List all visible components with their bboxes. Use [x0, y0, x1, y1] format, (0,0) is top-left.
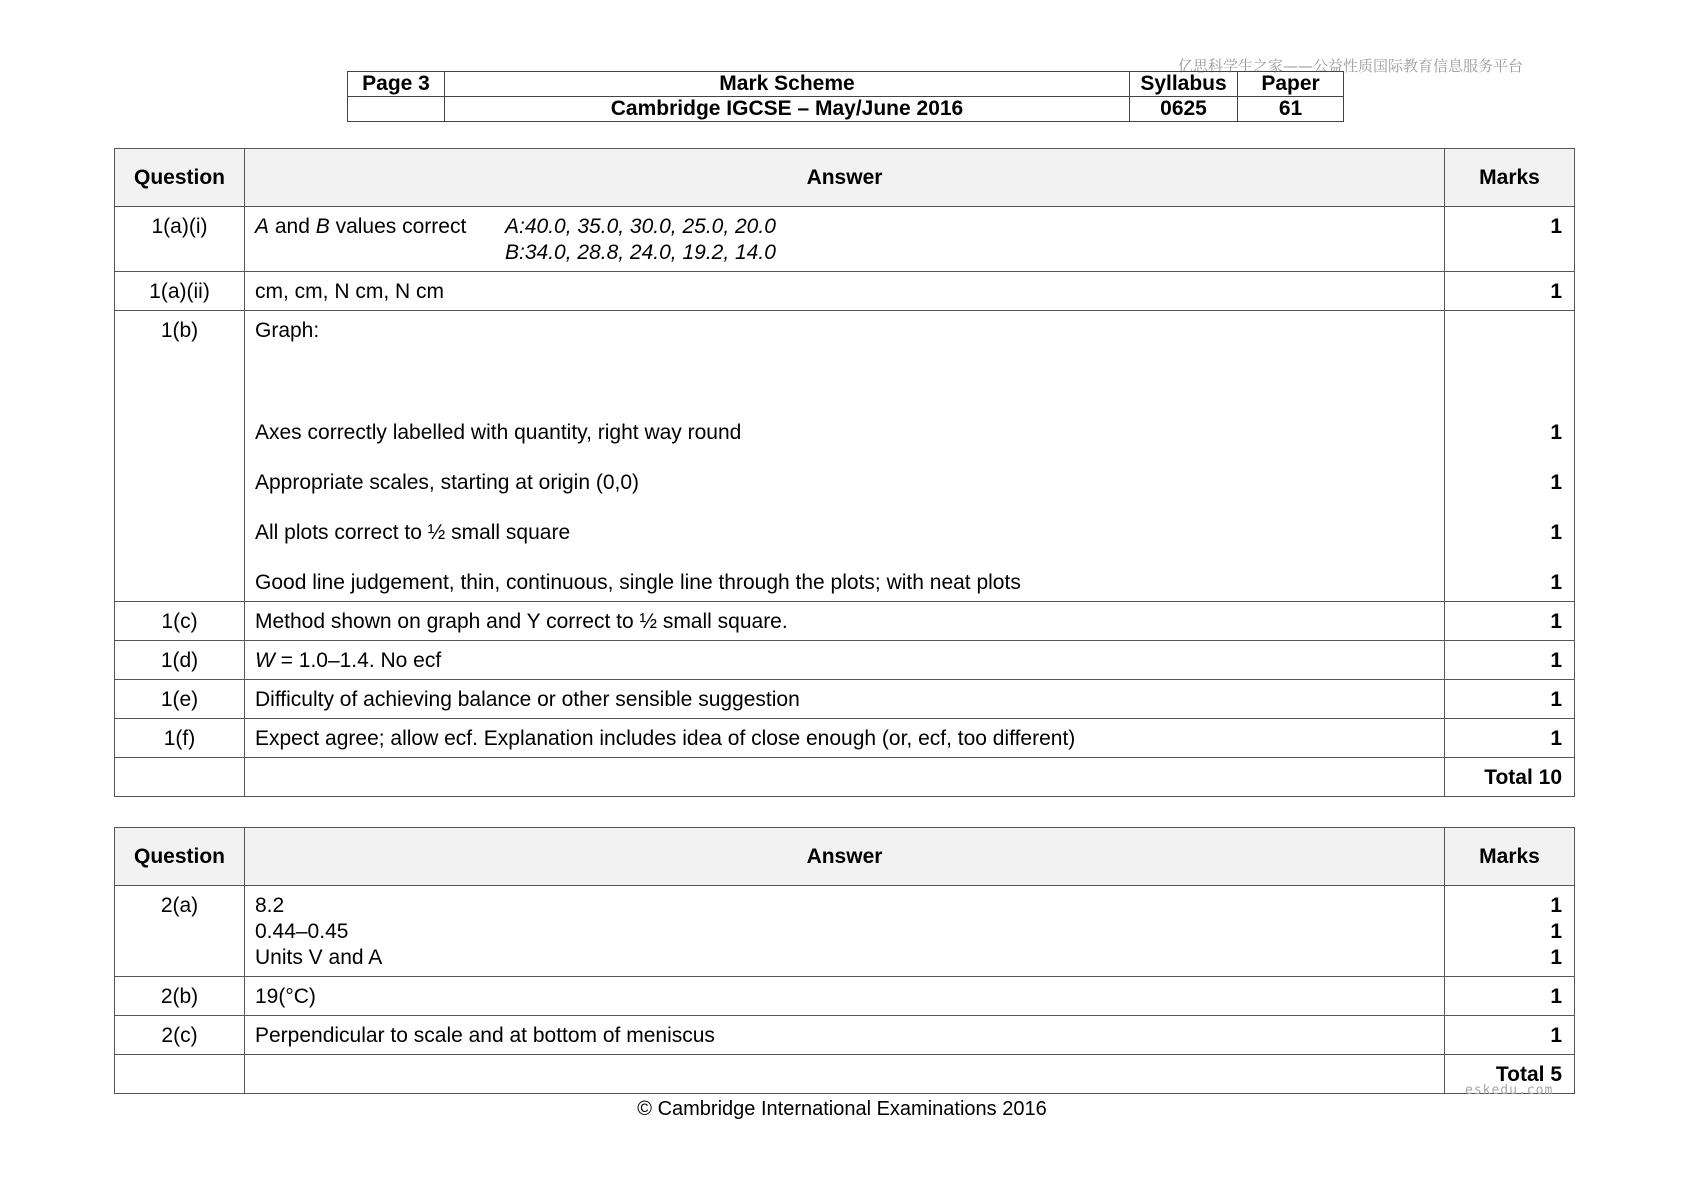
watermark-bottom: eskedu.com [1465, 1083, 1554, 1098]
column-header-marks: Marks [1445, 149, 1575, 207]
criterion-text: Good line judgement, thin, continuous, single line through the plots; with neat plots [255, 571, 1021, 594]
column-header-marks: Marks [1445, 828, 1575, 886]
question-number: 1(d) [115, 641, 245, 680]
syllabus-code: 0625 [1130, 97, 1238, 122]
paper-label: Paper [1238, 72, 1344, 97]
table-row [115, 977, 1575, 1016]
answer-cell: 8.2 0.44–0.45 Units V and A [245, 886, 1445, 977]
table-row [115, 886, 1575, 977]
table-header-row [115, 149, 1575, 207]
a-values: A:40.0, 35.0, 30.0, 25.0, 20.0 [505, 215, 776, 238]
answer-cell: Difficulty of achieving balance or other sensible suggestion [245, 680, 1445, 719]
question-number: 2(c) [115, 1016, 245, 1055]
answer-cell: Perpendicular to scale and at bottom of meniscus [245, 1016, 1445, 1055]
question-number: 1(a)(ii) [115, 272, 245, 311]
question-number: 2(a) [115, 886, 245, 977]
column-header-answer: Answer [245, 828, 1445, 886]
mark-cell: 1 [1445, 680, 1575, 719]
table-row [115, 311, 1575, 602]
table-row [115, 680, 1575, 719]
question-number: 1(e) [115, 680, 245, 719]
mark-cell: 1 1 1 1 [1445, 311, 1575, 602]
total-row [115, 758, 1575, 797]
mark-cell: 1 [1445, 602, 1575, 641]
table-row [115, 207, 1575, 272]
question-number: 1(c) [115, 602, 245, 641]
document-subtitle: Cambridge IGCSE – May/June 2016 [445, 97, 1130, 122]
page-number: Page 3 [348, 72, 445, 97]
criterion-text: Axes correctly labelled with quantity, right way round [255, 421, 742, 444]
table-row [115, 1016, 1575, 1055]
answer-cell [245, 207, 1445, 272]
mark-cell: 1 [1445, 207, 1575, 272]
table-row [115, 641, 1575, 680]
syllabus-label: Syllabus [1130, 72, 1238, 97]
mark-cell: 1 [1445, 977, 1575, 1016]
mark-cell: 1 1 1 [1445, 886, 1575, 977]
mark-cell: 1 [1445, 641, 1575, 680]
mark-cell: 1 [1445, 272, 1575, 311]
empty-cell [348, 97, 445, 122]
page-header-table [347, 71, 1344, 122]
total-marks: Total 10 [1445, 758, 1575, 797]
watermark-top: 亿思科学生之家——公益性质国际教育信息服务平台 [1178, 57, 1524, 75]
answer-cell: cm, cm, N cm, N cm [245, 272, 1445, 311]
mark-scheme-table-2 [114, 827, 1575, 1094]
answer-cell: 19(°C) [245, 977, 1445, 1016]
total-marks: Total 5 [1445, 1055, 1575, 1094]
answer-cell [245, 311, 1445, 602]
graph-label: Graph: [255, 319, 320, 342]
mark-cell: 1 [1445, 719, 1575, 758]
answer-cell: W = 1.0–1.4. No ecf [245, 641, 1445, 680]
table-row [115, 602, 1575, 641]
answer-cell: Method shown on graph and Y correct to ½ small square. [245, 602, 1445, 641]
answer-cell: Expect agree; allow ecf. Explanation includes idea of close enough (or, ecf, too different) [245, 719, 1445, 758]
criterion-text: Appropriate scales, starting at origin (0,0) [255, 471, 640, 494]
answer-text: A and B values correct [255, 215, 467, 238]
criterion-text: All plots correct to ½ small square [255, 521, 571, 544]
copyright-footer: © Cambridge International Examinations 2016 [637, 1098, 1047, 1120]
table-row [115, 272, 1575, 311]
b-values: B:34.0, 28.8, 24.0, 19.2, 14.0 [505, 241, 776, 264]
column-header-question: Question [115, 149, 245, 207]
column-header-question: Question [115, 828, 245, 886]
question-number: 1(a)(i) [115, 207, 245, 272]
document-title: Mark Scheme [445, 72, 1130, 97]
question-number: 1(f) [115, 719, 245, 758]
question-number: 2(b) [115, 977, 245, 1016]
mark-scheme-table-1 [114, 148, 1575, 797]
mark-cell: 1 [1445, 1016, 1575, 1055]
question-number: 1(b) [115, 311, 245, 602]
column-header-answer: Answer [245, 149, 1445, 207]
table-header-row [115, 828, 1575, 886]
total-row [115, 1055, 1575, 1094]
table-row [115, 719, 1575, 758]
paper-number: 61 [1238, 97, 1344, 122]
